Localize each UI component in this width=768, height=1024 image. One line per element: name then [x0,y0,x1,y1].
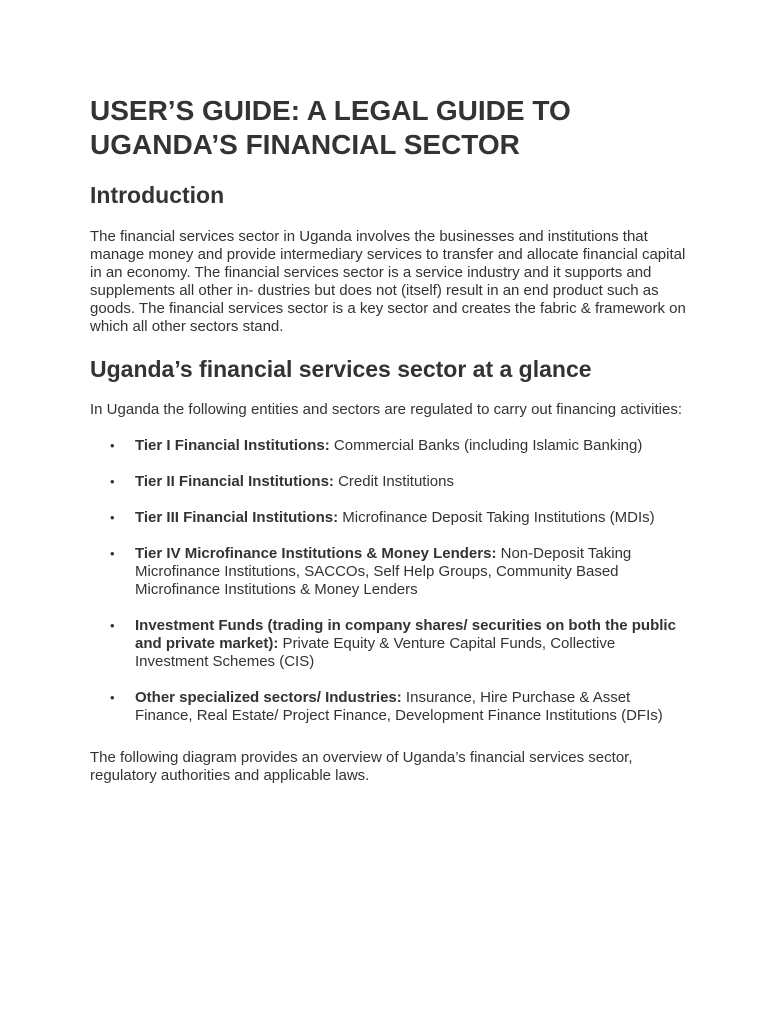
regulated-entities-list [90,437,690,725]
list-item-label: Other specialized sectors/ Industries: [135,689,402,706]
list-item-text: Non-Deposit Taking Microfinance Institutions, SACCOs, Self Help Groups, Community Based Microfinance Institutions & Money Lenders [135,545,632,598]
list-item-text: Credit Institutions [333,473,454,490]
list-item-label: Tier II Financial Institutions: [135,473,334,490]
list-item [90,689,690,725]
list-item-text: Microfinance Deposit Taking Institutions (MDIs) [338,509,655,526]
list-item [90,545,690,599]
list-item-label: Tier I Financial Institutions: [135,437,330,454]
bullet-icon: • [110,618,115,633]
bullet-icon: • [110,510,115,525]
bullet-icon: • [110,690,115,705]
list-item [90,437,690,455]
diagram-intro-paragraph: The following diagram provides an overview of Uganda’s financial services sector, regulatory authorities and applicable laws. [90,749,633,784]
list-item [90,473,690,491]
bullet-icon: • [110,474,115,489]
list-item [90,617,690,671]
bullet-icon: • [110,546,115,561]
list-item-label: Investment Funds (trading in company shares/ securities on both the public and private market): [135,617,676,652]
at-a-glance-paragraph: In Uganda the following entities and sectors are regulated to carry out financing activities: [90,401,683,418]
list-item-label: Tier IV Microfinance Institutions & Money Lenders: [135,545,497,562]
section-heading-introduction: Introduction [90,182,225,208]
bullet-icon: • [110,438,115,453]
section-heading-at-a-glance: Uganda’s financial services sector at a glance [90,356,592,382]
list-item [90,509,690,527]
list-item-label: Tier III Financial Institutions: [135,509,339,526]
list-item-text: Private Equity & Venture Capital Funds, Collective Investment Schemes (CIS) [135,635,616,670]
list-item-text: Commercial Banks (including Islamic Banking) [329,437,643,454]
introduction-paragraph: The financial services sector in Uganda involves the businesses and institutions that manage money and provide intermediary services to transfer and allocate financial capital in an economy. The financial services sector is a service industry and it supports and supplements all other in- dustries but does not (itself) result in an end product such as goods. The financial services sector is a key sector and creates the fabric & framework on which all other sectors stand. [90,228,686,335]
list-item-text: Insurance, Hire Purchase & Asset Finance, Real Estate/ Project Finance, Development Finance Institutions (DFIs) [135,689,663,724]
document-title: USER’S GUIDE: A LEGAL GUIDE TO UGANDA’S FINANCIAL SECTOR [90,95,571,160]
document-page [90,94,690,785]
